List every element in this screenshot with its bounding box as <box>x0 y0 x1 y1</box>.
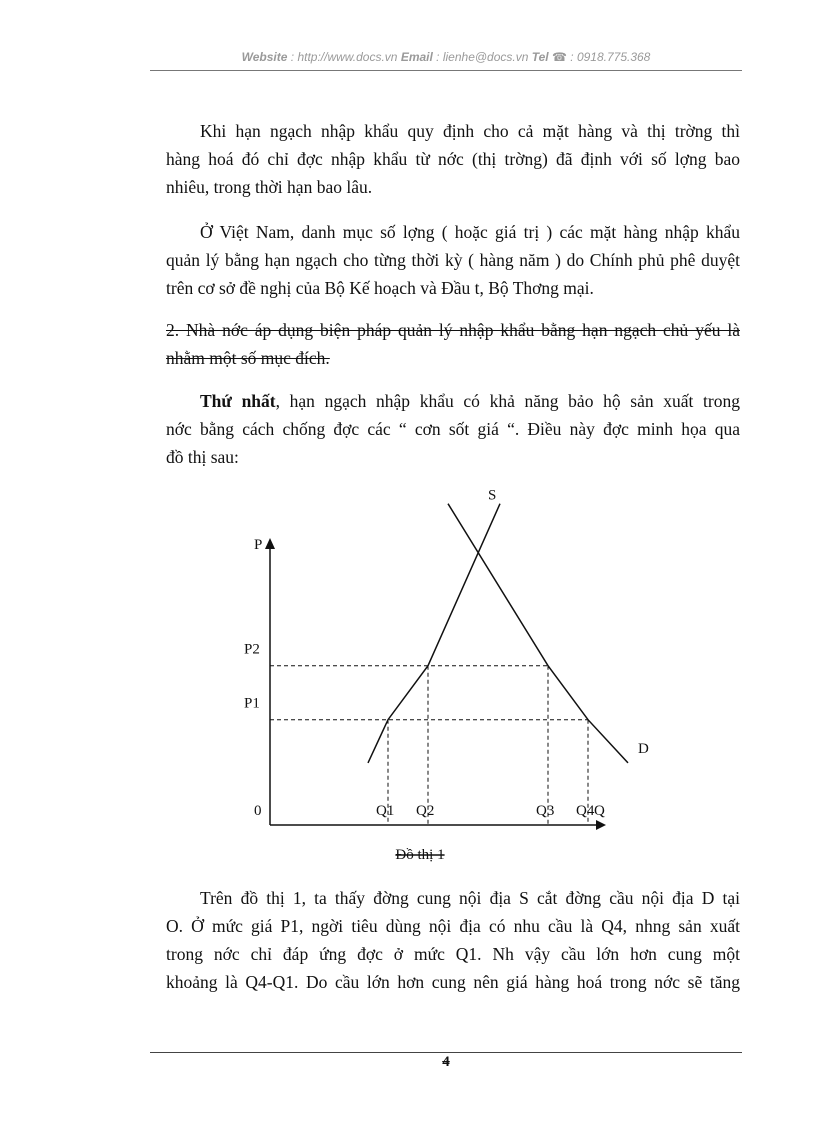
page-header <box>150 50 742 64</box>
guide-lines <box>270 666 588 825</box>
x-axis-label: Q <box>594 803 605 819</box>
line-text: Khi hạn ngạch nhập khẩu quy định cho cả mặt hàng và thị trờng thì <box>200 121 740 141</box>
paragraph-line: khoảng là Q4-Q1. Do cầu lớn hơn cung nên giá hàng hoá trong nớc sẽ tăng <box>166 972 740 992</box>
paragraph-2 <box>166 218 740 302</box>
website-label: Website <box>241 50 288 64</box>
y-axis-label: P <box>254 537 263 553</box>
tick-labels <box>244 642 595 819</box>
line-text: Trên đồ thị 1, ta thấy đờng cung nội địa S cắt đờng cầu nội địa D tại <box>200 888 740 908</box>
email-value: : lienhe@docs.vn <box>432 50 532 64</box>
paragraph-line: hàng hoá đó chỉ đợc nhập khẩu từ nớc (thị trờng) đã định với số lợng bao <box>166 149 740 169</box>
supply-demand-chart <box>230 487 649 870</box>
paragraph-line <box>166 117 740 145</box>
x-axis-arrow <box>596 820 606 830</box>
paragraph-line: quản lý bằng hạn ngạch cho từng thời kỳ ( hàng năm ) do Chính phủ phê duyệt <box>166 250 740 270</box>
y-tick-p2: P2 <box>244 641 260 658</box>
paragraph-line: trong nớc chỉ đáp ứng đợc ở mức Q1. Nh vậy cầu lớn hơn cung một <box>166 944 740 964</box>
series-labels <box>488 488 649 757</box>
paragraph-line: O. Ở mức giá P1, ngời tiêu dùng nội địa có nhu cầu là Q4, nhng sản xuất <box>166 916 740 936</box>
heading-line: 2. Nhà nớc áp dụng biện pháp quản lý nhập khẩu bằng hạn ngạch chủ yếu là <box>166 320 740 340</box>
tel-label: Tel ☎ <box>531 50 567 64</box>
line-text: Ở Việt Nam, danh mục số lợng ( hoặc giá trị ) các mặt hàng nhập khẩu <box>200 222 740 242</box>
series-lines <box>368 504 628 763</box>
x-tick-q2: Q2 <box>416 803 435 819</box>
website-value: : http://www.docs.vn <box>287 50 401 64</box>
paragraph-line: trên cơ sở đề nghị của Bộ Kế hoạch và Đầu t, Bộ Thơng mại. <box>166 278 594 298</box>
line-text: , hạn ngạch nhập khẩu có khả năng bảo hộ sản xuất trong <box>275 391 740 411</box>
x-tick-q3: Q3 <box>536 803 555 819</box>
paragraph-line: đồ thị sau: <box>166 447 239 467</box>
series-s-line <box>368 504 500 763</box>
email-label: Email <box>400 50 433 64</box>
paragraph-4 <box>166 884 740 996</box>
chart-title: Đồ thị 1 <box>395 847 445 863</box>
heading-line: nhằm một số mục đích. <box>166 348 330 368</box>
y-axis-arrow <box>265 538 275 549</box>
paragraph-line: nớc bằng cách chống đợc các “ cơn sốt giá “. Điều này đợc minh họa qua <box>166 419 740 439</box>
paragraph-3 <box>166 387 740 471</box>
paragraph-line <box>166 884 740 912</box>
header-rule <box>150 70 742 71</box>
footer-rule <box>150 1052 742 1053</box>
y-tick-p1: P1 <box>244 695 260 712</box>
tel-value: : 0918.775.368 <box>566 50 651 64</box>
origin-label: 0 <box>254 803 262 819</box>
series-d-line <box>448 504 628 763</box>
paragraph-line <box>166 218 740 246</box>
paragraph-line <box>166 387 740 415</box>
x-tick-q4: Q4 <box>576 803 595 819</box>
page-number: 4 <box>442 1054 450 1070</box>
paragraph-1 <box>166 117 740 201</box>
paragraph-line: nhiêu, trong thời hạn bao lâu. <box>166 177 373 197</box>
series-s-label: S <box>488 487 497 504</box>
section-heading <box>166 316 740 372</box>
x-tick-q1: Q1 <box>376 803 395 819</box>
series-d-label: D <box>638 740 649 757</box>
bold-lead: Thứ nhất <box>200 391 276 411</box>
